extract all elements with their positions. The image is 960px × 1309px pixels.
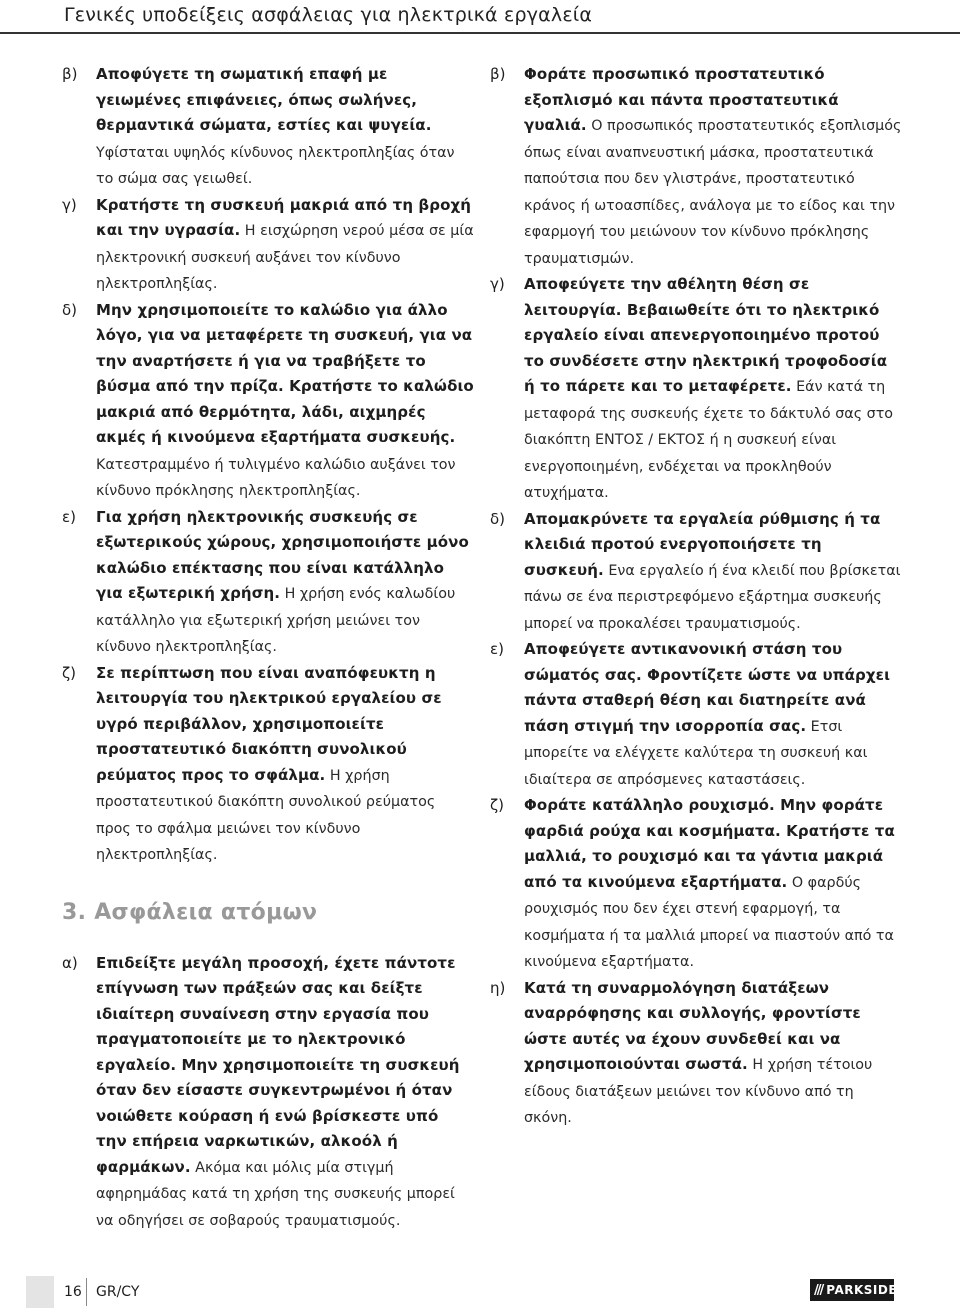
item-text [524, 272, 902, 507]
item-normal-text: Η χρήση τέτοιου είδους διατάξεων μειώνει τον κίνδυνο από τη σκόνη. [524, 1057, 873, 1126]
item-text [524, 507, 902, 638]
item-normal-text: Εάν κατά τη μεταφορά της συσκευής έχετε το δάκτυλό σας στο διακόπτη ΕΝΤΟΣ / ΕΚΤΟΣ ή η συσκευή είναι ενεργοποιημένη, ενδέχεται να προκληθούν ατυχήματα. [524, 379, 894, 501]
list-item [490, 976, 902, 1132]
footer-divider [86, 1278, 87, 1306]
list-item [490, 62, 902, 272]
item-text [96, 298, 474, 505]
item-bold-text: Σε περίπτωση που είναι αναπόφευκτη η λειτουργία του ηλεκτρικού εργαλείου σε υγρό περιβάλλον, χρησιμοποιείτε προστατευτικό διακόπτη συνολικού ρεύματος προς το σφάλμα. [96, 663, 442, 784]
item-normal-text: Ενα εργαλείο ή ένα κλειδί που βρίσκεται πάνω σε ένα περιστρεφόμενο εξάρτημα συσκευής μπορεί να προκαλέσει τραυματισμούς. [524, 562, 901, 632]
item-normal-text: Ο φαρδύς ρουχισμός που δεν έχει στενή εφαρμογή, τα κοσμήματα ή τα μαλλιά μπορεί να πιαστούν από τα κινούμενα εξαρτήματα. [524, 874, 894, 970]
item-bold-text: Αποφεύγετε αντικανονική στάση του σώματός σας. Φροντίζετε ώστε να υπάρχει πάντα σταθερή θέση και διατηρείτε ανά πάση στιγμή την ισορροπία σας. [524, 640, 891, 735]
item-text [524, 62, 902, 272]
item-text [96, 193, 474, 298]
item-marker: ε) [490, 640, 504, 658]
item-normal-text: Η χρήση προστατευτικού διακόπτη συνολικού ρεύματος προς το σφάλμα μειώνει τον κίνδυνο ηλεκτροπληξίας. [96, 767, 436, 863]
item-normal-text: Η εισχώρηση νερού μέσα σε μία ηλεκτρονική συσκευή αυξάνει τον κίνδυνο ηλεκτροπληξίας. [96, 223, 474, 292]
page-header-title: Γενικές υποδείξεις ασφάλειας για ηλεκτρικά εργαλεία [64, 4, 593, 26]
item-marker: γ) [62, 195, 77, 214]
item-text [96, 505, 474, 661]
item-text [96, 951, 474, 1235]
left-column [62, 62, 474, 1234]
section-heading: 3. Ασφάλεια ατόμων [62, 899, 318, 925]
item-normal-text: Υφίσταται υψηλός κίνδυνος ηλεκτροπληξίας όταν το σώμα σας γειωθεί. [96, 144, 455, 187]
list-item [490, 507, 902, 638]
page-number: 16 [64, 1284, 82, 1300]
list-item [62, 505, 474, 661]
item-marker: β) [62, 65, 78, 83]
item-bold-text: Για χρήση ηλεκτρονικής συσκευής σε εξωτερικούς χώρους, χρησιμοποιήστε μόνο καλώδιο επέκτασης που είναι κατάλληλο για εξωτερική χρήση. [96, 507, 469, 602]
country-code: GR/CY [96, 1284, 140, 1300]
item-bold-text: Επιδείξτε μεγάλη προσοχή, έχετε πάντοτε επίγνωση των πράξεών σας και δείξτε ιδιαίτερη συναίνεση στην εργασία που πραγματοποιείτε με το ηλεκτρονικό εργαλείο. Μην χρησιμοποιείτε τη συσκευή όταν δεν είσαστε συγκεντρωμένοι ή όταν νοιώθετε κούραση ή ενώ βρίσκεστε υπό την επήρεια ναρκωτικών, αλκοόλ ή φαρμάκων. [96, 953, 460, 1176]
list-item [62, 193, 474, 298]
item-marker: β) [490, 65, 506, 83]
brand-logo [810, 1279, 898, 1301]
list-item [490, 793, 902, 976]
item-marker: η) [490, 978, 506, 997]
item-marker: δ) [490, 509, 506, 528]
list-item [62, 661, 474, 869]
list-item [62, 62, 474, 193]
list-item [62, 951, 474, 1235]
item-text [96, 62, 474, 193]
item-marker: α) [62, 953, 78, 972]
item-normal-text: Ετσι μπορείτε να ελέγχετε καλύτερα τη συσκευή και ιδιαίτερα σε απρόσμενες καταστάσεις. [524, 718, 868, 788]
item-marker: γ) [490, 275, 505, 293]
item-bold-text: Απομακρύνετε τα εργαλεία ρύθμισης ή τα κλειδιά προτού ενεργοποιήσετε τη συσκευή. [524, 509, 881, 579]
brand-name: PARKSIDE [826, 1283, 898, 1297]
item-bold-text: Αποφεύγετε την αθέλητη θέση σε λειτουργία. Βεβαιωθείτε ότι το ηλεκτρικό εργαλείο είναι απενεργοποιημένο προτού το συνδέσετε στην ηλεκτρική τροφοδοσία ή το πάρετε και το μεταφέρετε. [524, 275, 888, 395]
right-column [490, 62, 902, 1132]
list-item [62, 298, 474, 505]
item-normal-text: Κατεστραμμένο ή τυλιγμένο καλώδιο αυξάνει τον κίνδυνο πρόκλησης ηλεκτροπληξίας. [96, 456, 456, 499]
item-bold-text: Φοράτε κατάλληλο ρουχισμό. Μην φοράτε φαρδιά ρούχα και κοσμήματα. Κρατήστε τα μαλλιά, το ρουχισμό και τα γάντια μακριά από τα κινούμενα εξαρτήματα. [524, 796, 895, 891]
item-text [524, 793, 902, 976]
item-normal-text: Ακόμα και μόλις μία στιγμή αφηρημάδας κατά τη χρήση της συσκευής μπορεί να οδηγήσει σε σοβαρούς τραυματισμούς. [96, 1159, 455, 1229]
item-bold-text: Αποφύγετε τη σωματική επαφή με γειωμένες επιφάνειες, όπως σωλήνες, θερμαντικά σώματα, εστίες και ψυγεία. [96, 65, 432, 134]
item-marker: ζ) [62, 663, 77, 682]
list-item [490, 637, 902, 793]
item-normal-text: Ο προσωπικός προστατευτικός εξοπλισμός όπως είναι αναπνευστική μάσκα, προστατευτικά παπούτσια που δεν γλιστράνε, προστατευτικό κράνος ή ωτοασπίδες, ανάλογα με το είδος και την εφαρμογή του μειώνουν τον κίνδυνο πρόκλησης τραυματισμών. [524, 118, 902, 267]
item-marker: δ) [62, 300, 78, 319]
header-divider [0, 32, 960, 34]
item-text [524, 976, 902, 1132]
item-bold-text: Μην χρησιμοποιείτε το καλώδιο για άλλο λόγο, για να μεταφέρετε τη συσκευή, για να την αναρτήσετε ή για να τραβήξετε το βύσμα από την πρίζα. Κρατήστε το καλώδιο μακριά από θερμότητα, λάδι, αιχμηρές ακμές ή κινούμενα εξαρτήματα συσκευής. [96, 300, 474, 446]
item-bold-text: Φοράτε προσωπικό προστατευτικό εξοπλισμό και πάντα προστατευτικά γυαλιά. [524, 65, 839, 134]
item-normal-text: Η χρήση ενός καλωδίου κατάλληλο για εξωτερική χρήση μειώνει τον κίνδυνο ηλεκτροπληξίας. [96, 586, 456, 655]
item-marker: ζ) [490, 796, 505, 814]
page-tab-marker [26, 1276, 54, 1308]
list-item [490, 272, 902, 507]
item-marker: ε) [62, 507, 76, 526]
brand-slashes-icon: /// [814, 1282, 823, 1298]
item-bold-text: Κατά τη συναρμολόγηση διατάξεων αναρρόφησης και συλλογής, φροντίστε ώστε αυτές να έχουν συνδεθεί και να χρησιμοποιούνται σωστά. [524, 978, 861, 1073]
item-bold-text: Κρατήστε τη συσκευή μακριά από τη βροχή και την υγρασία. [96, 195, 472, 239]
item-text [96, 661, 474, 869]
item-text [524, 637, 902, 793]
